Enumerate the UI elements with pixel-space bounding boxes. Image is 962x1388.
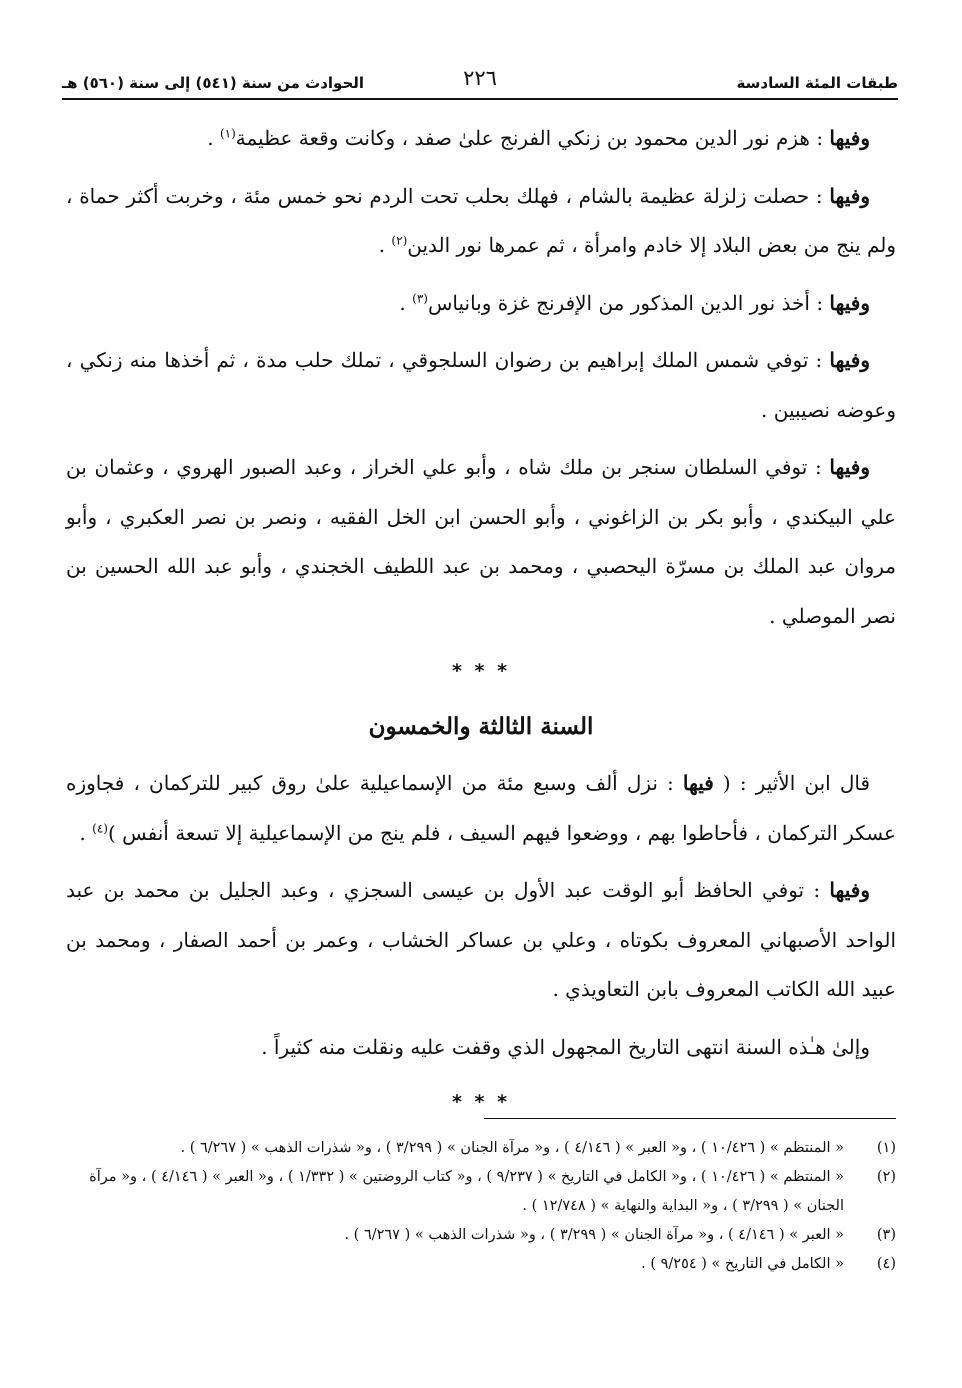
footnote-ref[interactable]: (٤) (92, 820, 108, 835)
paragraph-text: : أخذ نور الدين المذكور من الإفرنج غزة وبانياس (427, 290, 830, 315)
paragraph-text: : توفي شمس الملك إبراهيم بن رضوان السلجوقي ، تملك حلب مدة ، ثم أخذها منه زنكي ، وعوضه نصيبين . (66, 348, 896, 422)
footnote (66, 1134, 896, 1163)
paragraph (66, 1023, 896, 1073)
paragraph-text: : نزل ألف وسبع مئة من الإسماعيلية علىٰ روق كبير للتركمان ، فجاوزه عسكر التركمان ، فأحاطوا بهم ، ووضعوا فيهم السيف ، فلم ينج من الإسماعيلية إلا تسعة أنفس ) (66, 771, 896, 845)
paragraph-text: : حصلت زلزلة عظيمة بالشام ، فهلك بحلب تحت الردم نحو خمس مئة ، وخربت أكثر حماة ، ولم ينج من بعض البلاد إلا خادم وامرأة ، ثم عمرها نور الدين (66, 183, 896, 257)
footnotes (66, 1134, 896, 1279)
section-range-title: الحوادث من سنة (٥٤١) إلى سنة (٥٦٠) هـ (62, 74, 365, 92)
paragraph (66, 866, 896, 1015)
footnote-ref[interactable]: (٣) (412, 290, 428, 305)
paragraph (66, 336, 896, 435)
paragraph-lead: وفيها (829, 183, 870, 208)
footnote-ref[interactable]: (١) (219, 126, 236, 141)
paragraph-lead: وفيها (829, 126, 870, 150)
paragraph-lead: فيها (682, 771, 714, 795)
paragraph (66, 443, 896, 641)
paragraph-text: : هزم نور الدين محمود بن زنكي الفرنج علىٰ صفد ، وكانت وقعة عظيمة (235, 126, 830, 150)
book-part-title: طبقات المئة السادسة (736, 74, 898, 92)
footnote-number: (٣) (876, 1227, 896, 1243)
paragraph (66, 172, 896, 271)
section-title: السنة الثالثة والخمسون (368, 713, 594, 740)
paragraph-lead: وفيها (829, 290, 870, 315)
footnote-text: « الكامل في التاريخ » ( ٩/٢٥٤ ) . (641, 1256, 844, 1272)
footnote-text: « العبر » ( ٤/١٤٦ ) ، و« مرآة الجنان » ( ٣/٢٩٩ ) ، و« شذرات الذهب » ( ٦/٢٦٧ ) . (344, 1227, 844, 1243)
header-rule (62, 98, 898, 100)
footnote (66, 1250, 896, 1279)
paragraph-text: : توفي الحافظ أبو الوقت عبد الأول بن عيسى السجزي ، وعبد الجليل بن محمد بن عبد الواحد الأصبهاني المعروف بكوتاه ، وعلي بن عساكر الخشاب ، وعمر بن أحمد الصفار ، ومحمد بن عبيد الله الكاتب المعروف بابن التعاويذي . (66, 878, 896, 1001)
paragraph-tail: . (378, 233, 392, 257)
footnote-text: « المنتظم » ( ١٠/٤٢٦ ) ، و« العبر » ( ٤/١٤٦ ) ، و« مرآة الجنان » ( ٣/٢٩٩ ) ، و« شذرات الذهب » ( ٦/٢٦٧ ) . (180, 1140, 844, 1156)
paragraph-tail: . (79, 820, 93, 845)
paragraph-tail: . (399, 290, 413, 315)
running-header (62, 64, 898, 98)
footnote (66, 1221, 896, 1250)
footnote-number: (١) (876, 1140, 896, 1156)
footnote-text: « المنتظم » ( ١٠/٤٢٦ ) ، و« الكامل في التاريخ » ( ٩/٢٣٧ ) ، و« كتاب الروضتين » ( ١/٣٣٢ ) ، و« العبر » ( ٤/١٤٦ ) ، و« مرآة الجنان » ( ٣/٢٩٩ ) ، و« البداية والنهاية » ( ١٢/٧٤٨ ) . (89, 1169, 844, 1214)
footnote-number: (٤) (876, 1256, 896, 1272)
footnote-ref[interactable]: (٢) (391, 233, 408, 248)
paragraph-lead: وفيها (829, 878, 870, 902)
footnote-number: (٢) (876, 1169, 896, 1185)
footnote (66, 1163, 896, 1221)
paragraph-lead: وفيها (829, 455, 870, 479)
section-separator: * * * (451, 660, 511, 682)
page-number: ٢٢٦ (463, 66, 497, 90)
paragraph-lead: وفيها (829, 348, 870, 372)
section-separator: * * * (451, 1091, 511, 1113)
paragraph-text: وإلىٰ هـٰذه السنة انتهى التاريخ المجهول الذي وقفت عليه ونقلت منه كثيراً . (261, 1034, 870, 1059)
paragraph-prefix: قال ابن الأثير : ( (713, 771, 870, 795)
paragraph (66, 759, 896, 858)
paragraph-text: : توفي السلطان سنجر بن ملك شاه ، وأبو علي الخراز ، وعبد الصبور الهروي ، وعثمان بن علي البيكندي ، وأبو بكر بن الزاغوني ، وأبو الحسن ابن الخل الفقيه ، ونصر بن نصر العكبري ، وأبو مروان عبد الملك بن مسرّة اليحصبي ، ومحمد بن عبد اللطيف الخجندي ، وأبو عبد الله الحسين بن نصر الموصلي . (66, 455, 896, 628)
paragraph-tail: . (207, 126, 220, 150)
main-text (66, 114, 896, 1124)
paragraph (66, 114, 896, 164)
footnote-rule (484, 1118, 896, 1119)
paragraph (66, 279, 896, 329)
